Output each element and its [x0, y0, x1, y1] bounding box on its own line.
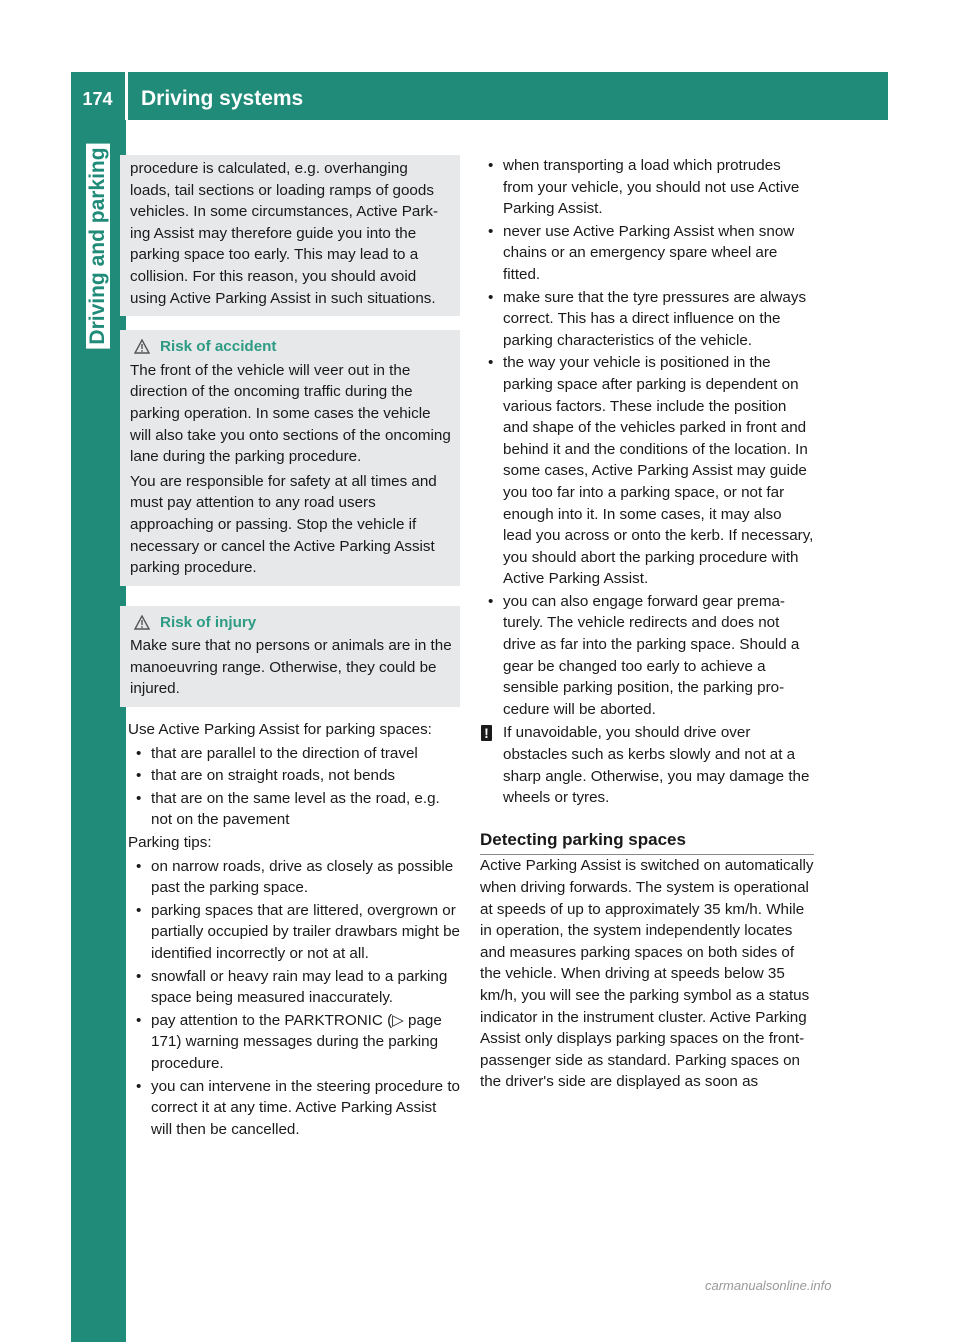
- caution-text: If unavoidable, you should drive over obstacles such as kerbs slowly and not at a sharp angle. Otherwise, you may damage the wheels or tyres.: [503, 724, 810, 807]
- section-text: Active Parking Assist is switched on automatically when driving forwards. The system is operational at speeds of up to approximately 35 km/h. While in operation, the system independently locates and measures parking spaces on both sides of the vehicle. When driving at speeds below 35 km/h, you will see the parking symbol as a status indicator in the instrument cluster. Active Parking Assist only displays parking spaces on the front-passenger side as standard. Parking spaces on the driver's side are displayed as soon as: [480, 857, 814, 1091]
- intro-note-text: procedure is calculated, e.g. overhanging loads, tail sections or loading ramps of goods vehicles. In some circumstances, Active Parking Assist may therefore guide you into the parking space too early. This may lead to a collision. For this reason, you should avoid using Active Parking Assist in such situations.: [130, 160, 439, 307]
- tips-intro: Parking tips:: [128, 834, 212, 852]
- intro-note: [120, 155, 460, 316]
- warning-triangle-icon: [134, 339, 150, 354]
- list-item: • the way your vehicle is positioned in the parking space after parking is dependent on various factors. These include the position and shape of the vehicles parked in front and behind it and the conditions of the location. In some cases, Active Parking Assist may guide you too far into a parking space, or not far enough into it. In some cases, it may also lead you across or onto the kerb. If necessary, you should abort the parking procedure with Active Parking Assist.: [480, 352, 814, 590]
- list-item: • when transporting a load which protrudes from your vehicle, you should not use Active Parking Assist.: [480, 155, 814, 220]
- page-number: 174: [82, 88, 113, 109]
- list-item: • never use Active Parking Assist when snow chains or an emergency spare wheel are fitted.: [480, 221, 814, 286]
- warning-accident-title: Risk of accident: [160, 338, 277, 356]
- warning-injury-title: Risk of injury: [160, 613, 257, 631]
- warning-accident-para1: The front of the vehicle will veer out in the direction of the oncoming traffic during the parking operation. In some cases the vehicle will also take you onto sections of the oncoming lane during the parking procedure.: [130, 361, 451, 466]
- tips-list: [128, 856, 460, 1141]
- page-title: Driving systems: [141, 87, 304, 110]
- caution-note: [480, 722, 814, 808]
- warning-accident-header: [134, 336, 452, 358]
- section-heading: Detecting parking spaces: [480, 829, 814, 856]
- exclamation-icon: !: [481, 725, 492, 741]
- list-item: • snowfall or heavy rain may lead to a parking space being measured inaccurately.: [128, 966, 460, 1009]
- side-tab-footer: [71, 1262, 126, 1302]
- warning-accident: [120, 330, 460, 586]
- list-item: • that are on the same level as the road, e.g. not on the pavement: [128, 788, 460, 831]
- list-item: • on narrow roads, drive as closely as possible past the parking space.: [128, 856, 460, 899]
- warning-accident-para2: You are responsible for safety at all times and must pay attention to any road users approaching or passing. Stop the vehicle if necessary or cancel the Active Parking Assist parking procedure.: [130, 472, 437, 577]
- footer-watermark: carmanualsonline.info: [705, 1278, 832, 1293]
- warning-injury-header: [134, 612, 452, 634]
- list-item: • pay attention to the PARKTRONIC (▷ page 171) warning messages during the parking procedure.: [128, 1010, 460, 1075]
- right-list: [480, 155, 814, 720]
- use-list: [128, 743, 460, 831]
- list-item: • you can intervene in the steering procedure to correct it at any time. Active Parking Assist will then be cancelled.: [128, 1076, 460, 1141]
- use-intro: Use Active Parking Assist for parking spaces:: [128, 721, 432, 739]
- warning-injury-text: Make sure that no persons or animals are in the manoeuvring range. Otherwise, they could be injured.: [130, 637, 452, 698]
- list-item: • parking spaces that are littered, overgrown or partially occupied by trailer drawbars might be identified incorrectly or not at all.: [128, 900, 460, 965]
- left-column: [120, 155, 460, 1141]
- header-divider: [125, 72, 128, 120]
- warning-injury: [120, 606, 460, 707]
- chapter-side-label: Driving and parking: [86, 143, 110, 348]
- list-item: • make sure that the tyre pressures are always correct. This has a direct influence on the parking characteristics of the vehicle.: [480, 287, 814, 352]
- right-column: [480, 155, 814, 1093]
- list-item: • you can also engage forward gear prematurely. The vehicle redirects and does not drive as far into the parking space. Should a gear be changed too early to achieve a sensible parking position, the parking procedure will be aborted.: [480, 591, 814, 721]
- left-body: [120, 719, 460, 1140]
- list-item: • that are on straight roads, not bends: [128, 765, 460, 787]
- warning-triangle-icon: [134, 615, 150, 630]
- list-item: • that are parallel to the direction of travel: [128, 743, 460, 765]
